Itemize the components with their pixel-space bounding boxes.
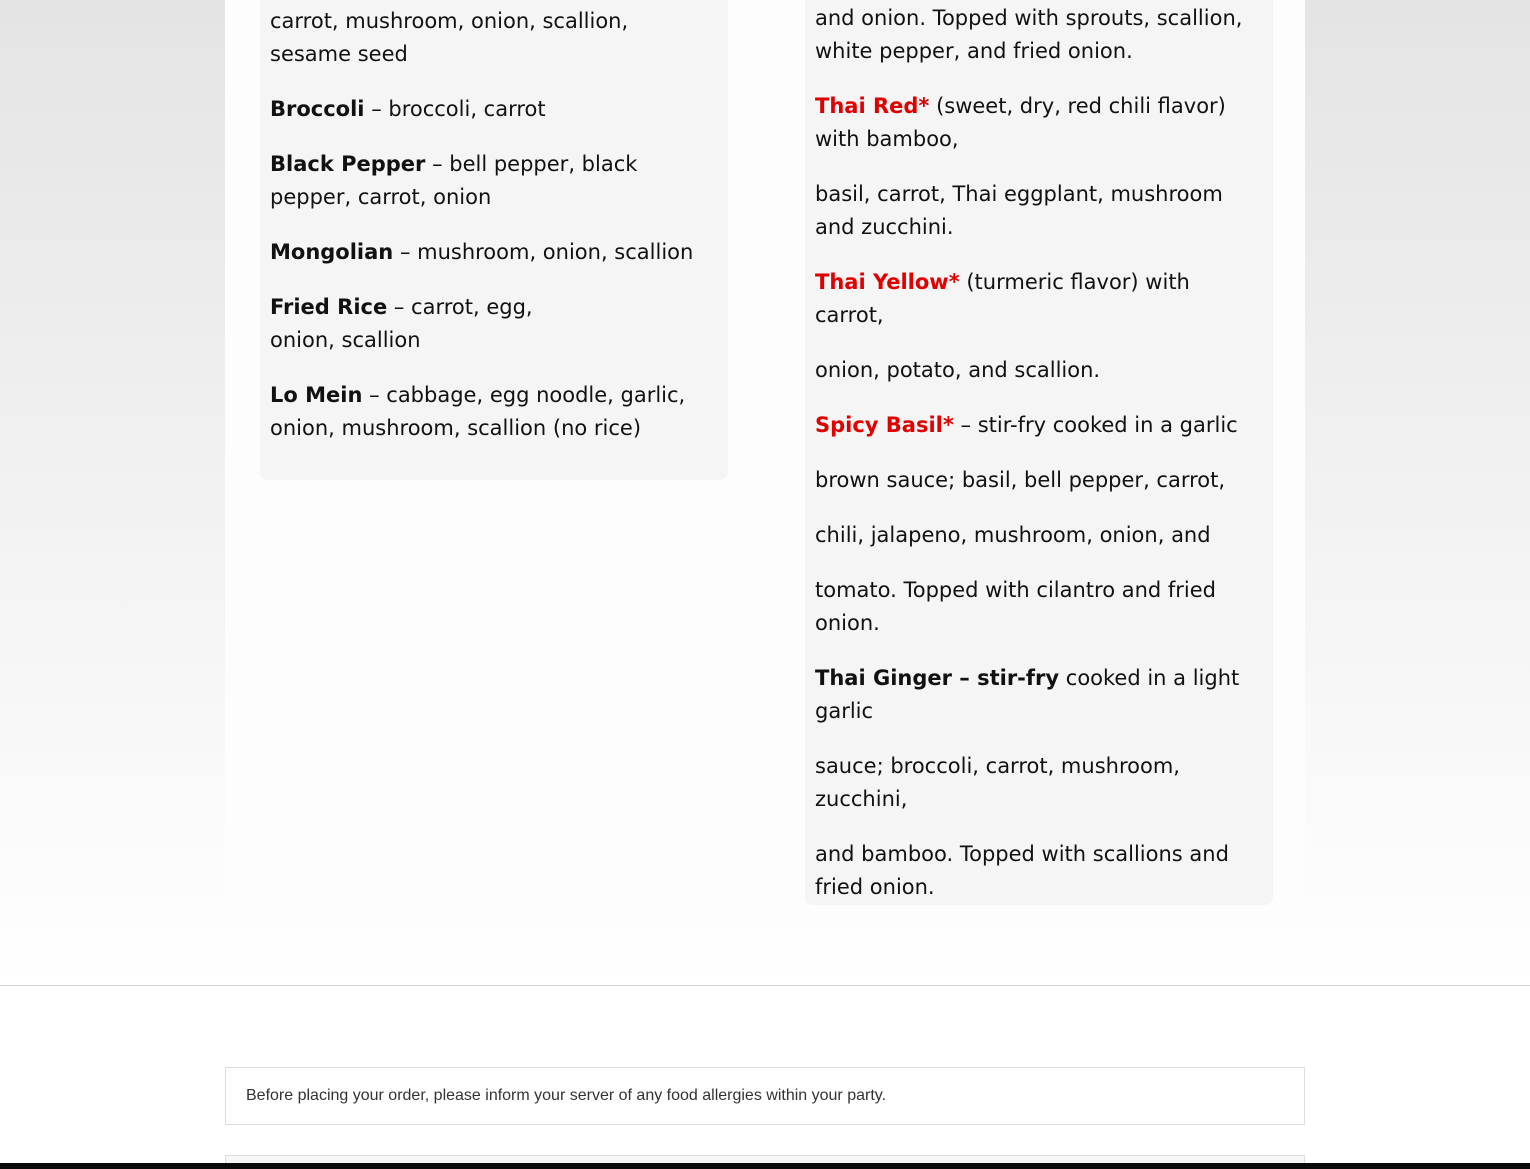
section-divider	[0, 985, 1530, 986]
menu-item-thai-red	[815, 90, 1245, 156]
item-ingredients: – stir-fry cooked in a garlic	[953, 413, 1238, 437]
item-name: Thai Yellow*	[815, 270, 960, 294]
item-ingredients: – mushroom, onion, scallion	[393, 240, 694, 264]
menu-item-spicy-basil-cont: brown sauce; basil, bell pepper, carrot,	[815, 468, 1226, 492]
next-section-panel	[225, 1155, 1305, 1163]
item-name: Thai Red*	[815, 94, 930, 118]
partial-item-right: and onion. Topped with sprouts, scallion, white pepper, and fried onion.	[815, 6, 1243, 63]
item-ingredients: – bell pepper, black pepper, carrot, onion	[270, 152, 638, 209]
item-name: Spicy Basil*	[815, 413, 954, 437]
menu-item-thai-ginger	[815, 662, 1255, 728]
menu-item-thai-ginger-cont: sauce; broccoli, carrot, mushroom, zucchini,	[815, 754, 1180, 811]
item-name: Thai Ginger – stir-fry	[815, 666, 1060, 690]
menu-item-broccoli	[270, 93, 730, 126]
menu-item-thai-red-cont: basil, carrot, Thai eggplant, mushroom and zucchini.	[815, 182, 1223, 239]
menu-item-thai-ginger-cont: and bamboo. Topped with scallions and fried onion.	[815, 842, 1229, 899]
menu-column-right	[805, 0, 1273, 905]
item-ingredients: – cabbage, egg noodle, garlic, onion, mushroom, scallion (no rice)	[270, 383, 686, 440]
item-ingredients: – broccoli, carrot	[364, 97, 546, 121]
menu-item-black-pepper	[270, 148, 650, 214]
menu-item-spicy-basil-cont: chili, jalapeno, mushroom, onion, and	[815, 523, 1211, 547]
footer-bar	[0, 1163, 1530, 1169]
menu-column-left	[260, 0, 728, 480]
item-ingredients: cooked in a light garlic	[815, 666, 1240, 723]
menu-item-mongolian	[270, 236, 730, 269]
menu-item-fried-rice	[270, 291, 545, 357]
item-ingredients: (sweet, dry, red chili flavor) with bamboo,	[815, 94, 1226, 151]
allergy-notice	[225, 1067, 1305, 1125]
item-ingredients: – carrot, egg, onion, scallion	[270, 295, 533, 352]
menu-item-lo-mein	[270, 379, 730, 445]
item-name: Black Pepper	[270, 152, 426, 176]
item-ingredients: (turmeric flavor) with carrot,	[815, 270, 1190, 327]
menu-item-spicy-basil	[815, 409, 1275, 442]
item-name: Mongolian	[270, 240, 394, 264]
item-name: Broccoli	[270, 97, 365, 121]
menu-item-thai-yellow	[815, 266, 1215, 332]
item-name: Fried Rice	[270, 295, 388, 319]
item-name: Lo Mein	[270, 383, 363, 407]
allergy-notice-text: Before placing your order, please inform your server of any food allergies within your party.	[246, 1087, 887, 1104]
menu-item-thai-yellow-cont: onion, potato, and scallion.	[815, 358, 1101, 382]
menu-item-spicy-basil-cont: tomato. Topped with cilantro and fried onion.	[815, 578, 1217, 635]
partial-item-left: carrot, mushroom, onion, scallion, sesame seed	[270, 9, 629, 66]
